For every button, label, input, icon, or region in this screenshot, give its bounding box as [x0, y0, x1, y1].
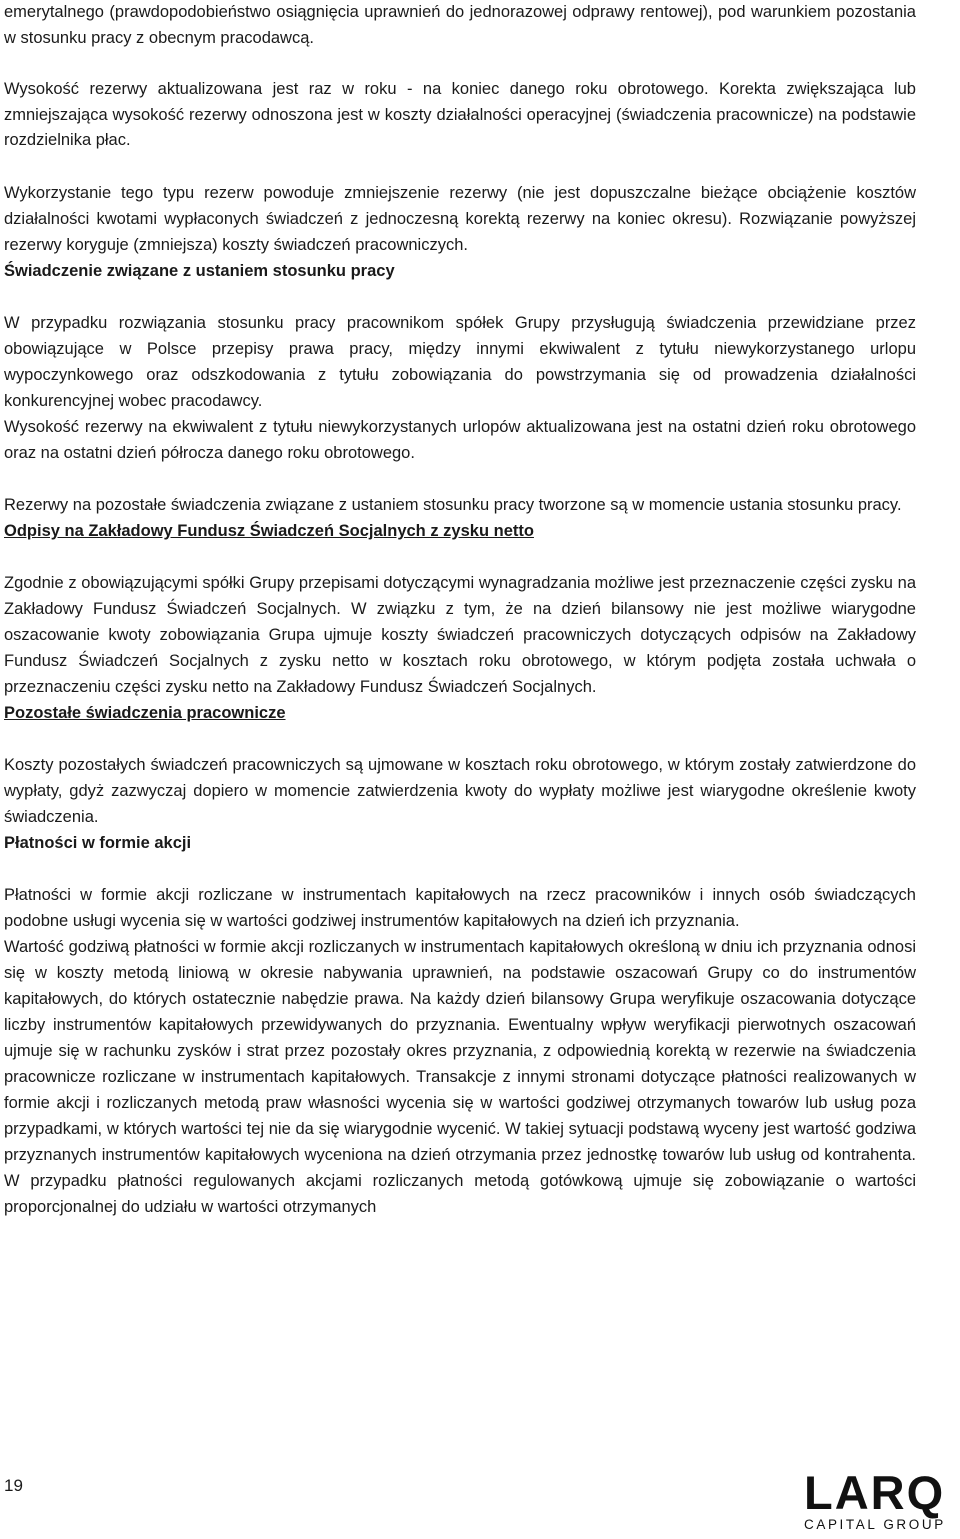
paragraph-reserve-usage: Wykorzystanie tego typu rezerw powoduje zmniejszenie rezerwy (nie jest dopuszczalne bieżące obciążenie kosztów działalności kwotami wypłaconych świadczeń z jednoczesną korektą rezerwy na koniec okresu). Rozwiązanie powyższej rezerwy koryguje (zmniejsza) koszty świadczeń pracowniczych. — [4, 183, 916, 254]
paragraph-leave-equivalent: Wysokość rezerwy na ekwiwalent z tytułu niewykorzystanych urlopów aktualizowana jest na ostatni dzień roku obrotowego oraz na ostatni dzień półrocza danego roku obrotowego. — [4, 417, 916, 462]
paragraph-share-based-valuation: Płatności w formie akcji rozliczane w instrumentach kapitałowych na rzecz pracowników i innych osób świadczących podobne usługi wycenia się w wartości godziwej instrumentów kapitałowych na dzień ich przyznania. — [4, 885, 916, 930]
logo-subtitle: CAPITAL GROUP — [804, 1517, 946, 1532]
page-number: 19 — [4, 1476, 23, 1495]
logo-wordmark: LARQ — [804, 1466, 946, 1519]
larq-logo — [804, 1466, 958, 1536]
paragraph-share-based-details: Wartość godziwą płatności w formie akcji rozliczanych w instrumentach kapitałowych określoną w dniu ich przyznania odnosi się w koszty metodą liniową w okresie nabywania uprawnień, na podstawie oszacowań Grupy co do instrumentów kapitałowych, do których ostatecznie nabędzie prawa. Na każdy dzień bilansowy Grupa weryfikuje oszacowania dotyczące liczby instrumentów kapitałowych przewidywanych do przyznania. Ewentualny wpływ weryfikacji pierwotnych oszacowań ujmuje się w rachunku zysków i strat przez pozostały okres przyznania, z odpowiednią korektą w rezerwie na świadczenia pracownicze rozliczane w instrumentach kapitałowych. Transakcje z innymi stronami dotyczące płatności realizowanych w formie akcji i rozliczanych metodą praw własności wycenia się w wartości godziwej otrzymanych towarów lub usług poza przypadkami, w których wartości tej nie da się wiarygodnie wycenić. W takiej sytuacji podstawą wyceny jest wartość godziwa przyznanych instrumentów kapitałowych wyceniona na dzień otrzymania przez jednostkę towarów lub usług od kontrahenta. W przypadku płatności regulowanych akcjami rozliczanych metodą gotówkową ujmuje się zobowiązanie o wartości proporcjonalnej do udziału w wartości otrzymanych — [4, 937, 916, 1216]
paragraph-other-termination-reserves: Rezerwy na pozostałe świadczenia związane z ustaniem stosunku pracy tworzone są w momencie ustania stosunku pracy. — [4, 495, 902, 514]
heading-social-fund: Odpisy na Zakładowy Fundusz Świadczeń Socjalnych z zysku netto — [4, 521, 534, 540]
paragraph-termination-entitlements: W przypadku rozwiązania stosunku pracy pracownikom spółek Grupy przysługują świadczenia przewidziane przez obowiązujące w Polsce przepisy prawa pracy, między innymi ekwiwalent z tytułu niewykorzystanego urlopu wypoczynkowego oraz odszkodowania z tytułu zobowiązania do powstrzymania się od prowadzenia działalności konkurencyjnej wobec pracodawcy. — [4, 313, 916, 410]
paragraph-retirement-continuation: emerytalnego (prawdopodobieństwo osiągnięcia uprawnień do jednorazowej odprawy rentowej), pod warunkiem pozostania w stosunku pracy z obecnym pracodawcą. — [4, 3, 916, 47]
paragraph-reserve-update: Wysokość rezerwy aktualizowana jest raz w roku - na koniec danego roku obrotowego. Korekta zwiększająca lub zmniejszająca wysokość rezerwy odnoszona jest w koszty działalności operacyjnej (świadczenia pracownicze) na podstawie rozdzielnika płac. — [4, 80, 916, 150]
paragraph-other-employee-benefits: Koszty pozostałych świadczeń pracowniczych są ujmowane w kosztach roku obrotowego, w którym zostały zatwierdzone do wypłaty, gdyż zazwyczaj dopiero w momencie zatwierdzenia kwoty do wypłaty możliwe jest wiarygodne określenie kwoty świadczenia. — [4, 755, 916, 826]
heading-termination-benefits: Świadczenie związane z ustaniem stosunku pracy — [4, 261, 395, 280]
heading-share-based-payments: Płatności w formie akcji — [4, 833, 192, 852]
heading-other-employee-benefits: Pozostałe świadczenia pracownicze — [4, 703, 286, 722]
paragraph-social-fund: Zgodnie z obowiązującymi spółki Grupy przepisami dotyczącymi wynagradzania możliwe jest przeznaczenie części zysku na Zakładowy Fundusz Świadczeń Socjalnych. W związku z tym, że na dzień bilansowy nie jest możliwe wiarygodne oszacowanie kwoty zobowiązania Grupa ujmuje koszty świadczeń pracowniczych dotyczących odpisów na Zakładowy Fundusz Świadczeń Socjalnych z zysku netto w kosztach roku obrotowego, w którym podjęta została uchwała o przeznaczeniu części zysku netto na Zakładowy Fundusz Świadczeń Socjalnych. — [4, 573, 916, 696]
document-page — [4, 0, 916, 1220]
